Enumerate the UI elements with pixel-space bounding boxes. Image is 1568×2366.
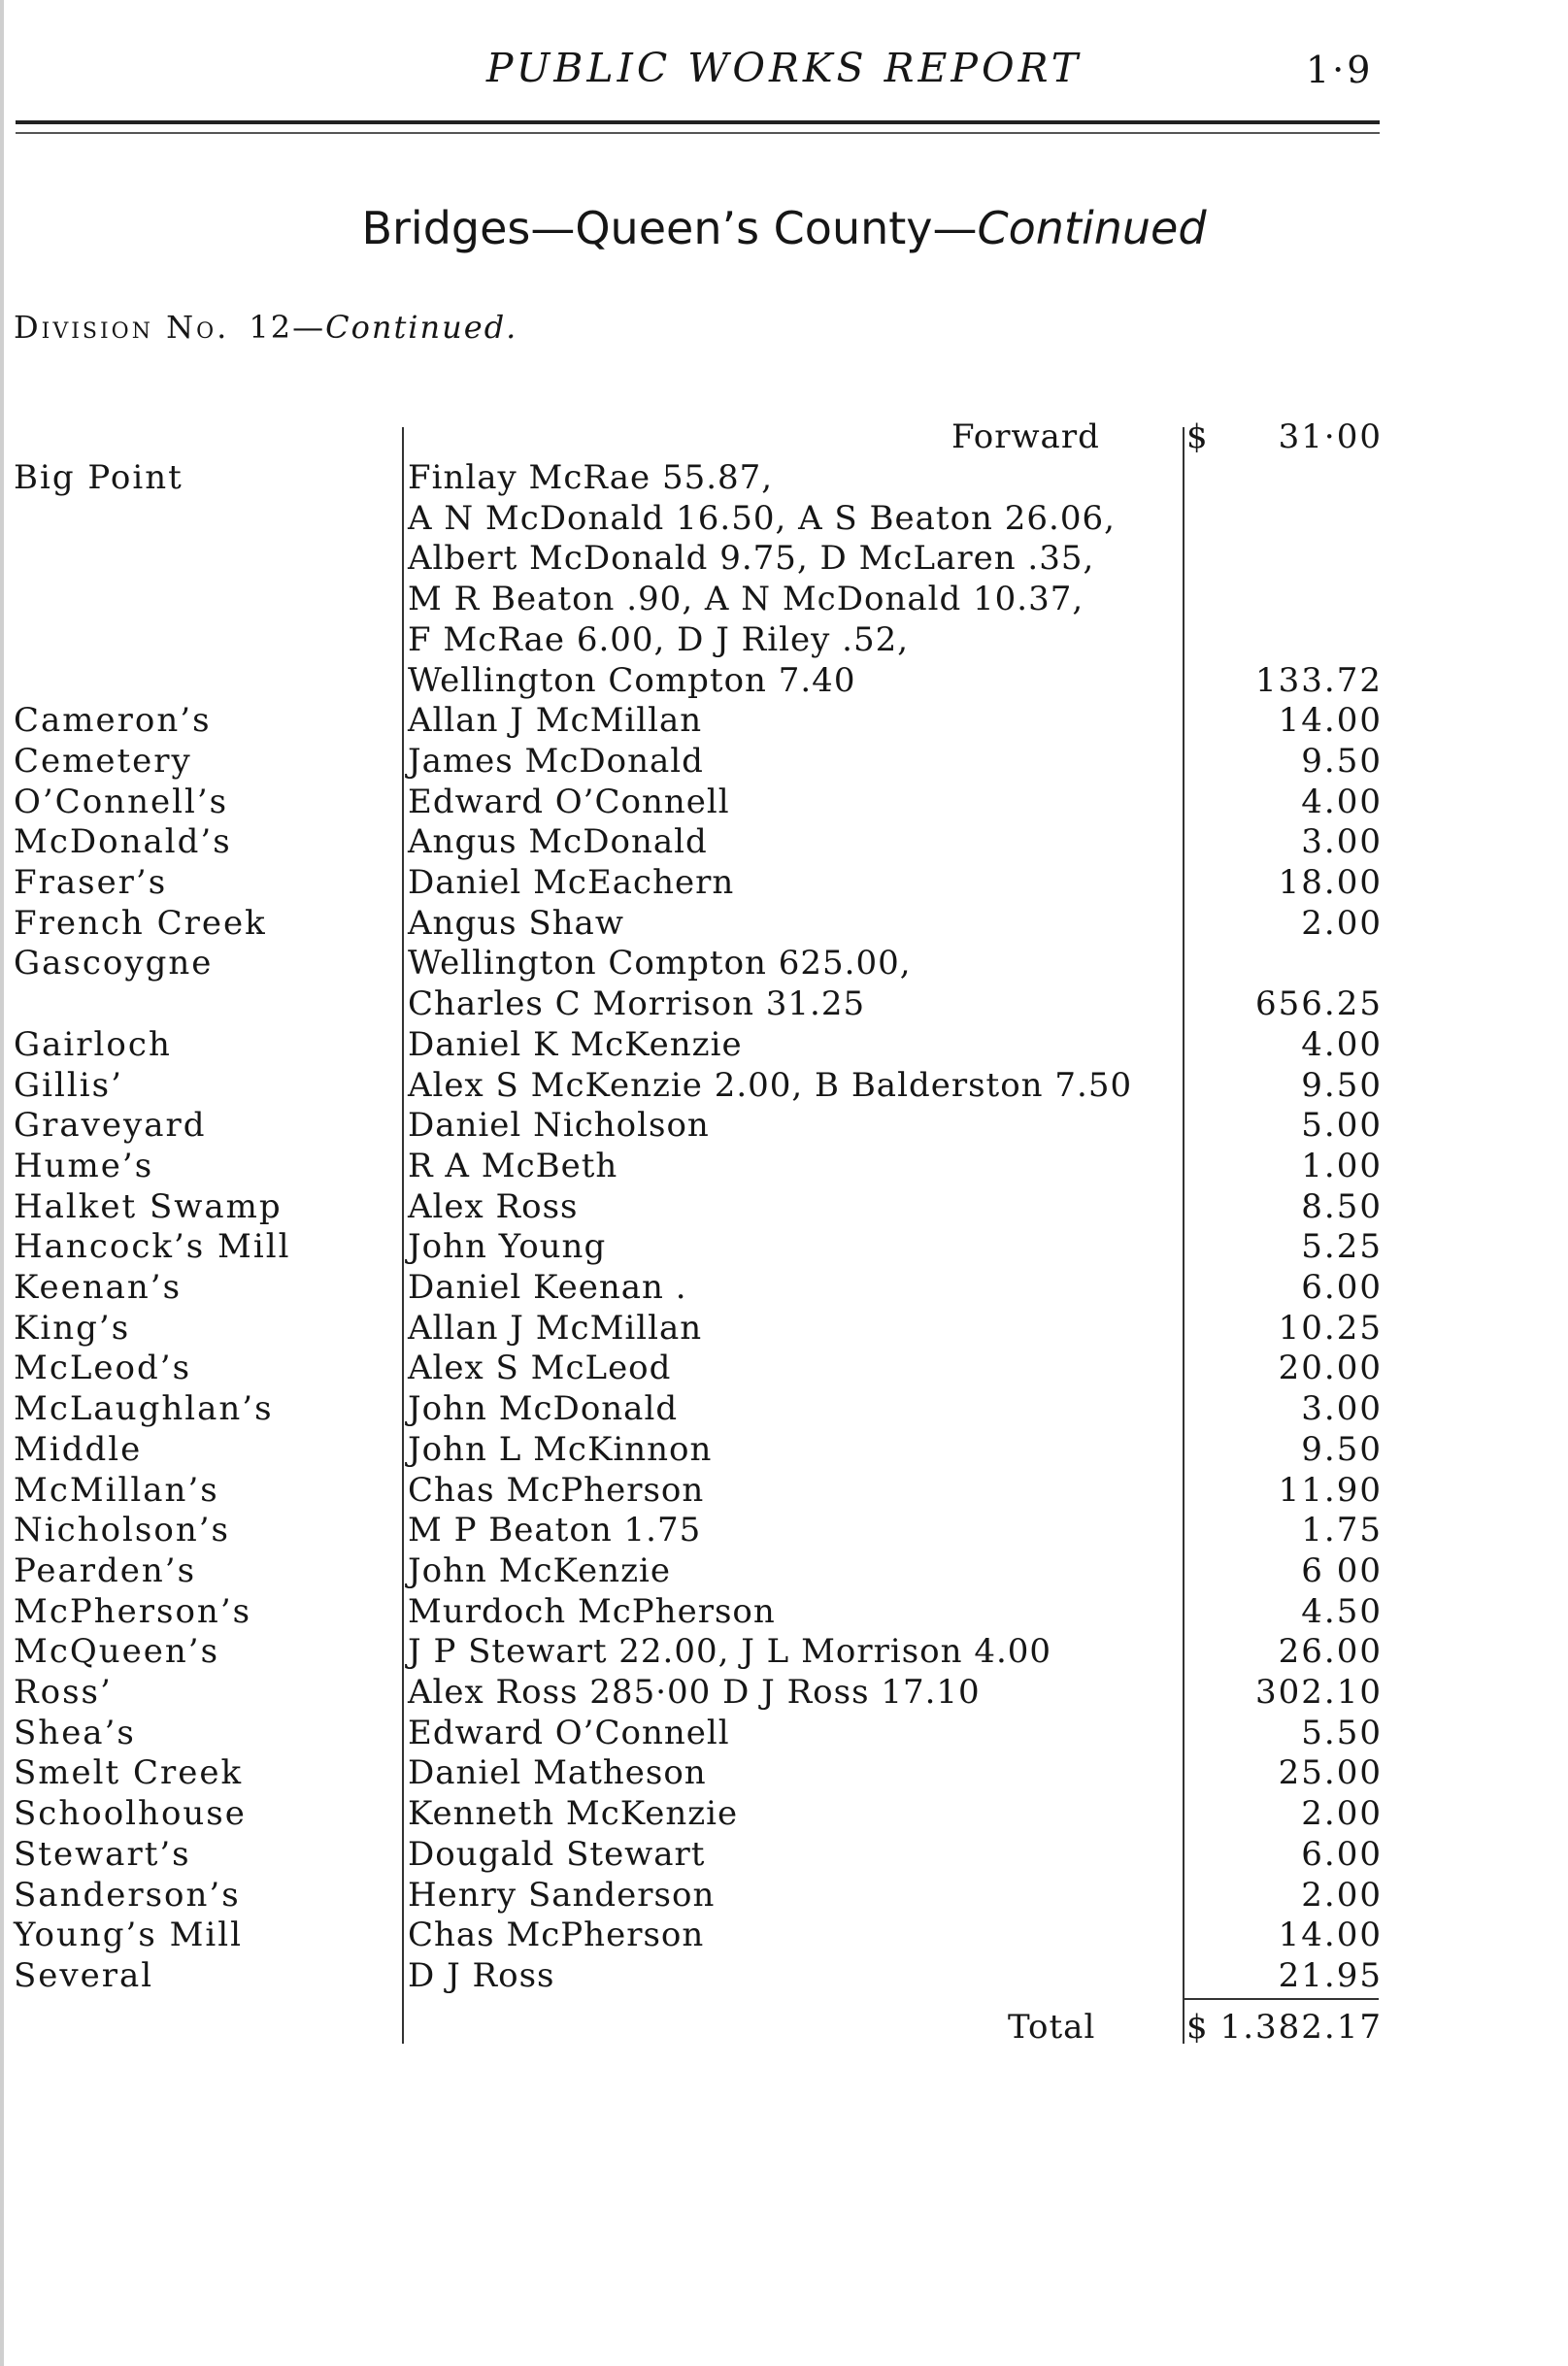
header-rule-thin [16, 132, 1380, 134]
payee-list [408, 1876, 715, 1916]
payee-line: M P Beaton 1.75 [408, 1511, 702, 1550]
amount-cell: 6.00 [1301, 1834, 1383, 1874]
payee-line: Wellington Compton 625.00, [408, 944, 912, 983]
payee-list [408, 1066, 1132, 1107]
payee-list [408, 1349, 671, 1389]
payee-line: John Young [408, 1227, 607, 1267]
amount-cell: 2.00 [1301, 1794, 1383, 1834]
forward-amount: 31·00 [1278, 417, 1383, 456]
payee-list [408, 822, 708, 863]
section-title [0, 202, 1568, 254]
forward-currency: $ [1186, 417, 1208, 456]
amount-cell: 6.00 [1301, 1268, 1383, 1307]
payee-list [408, 1916, 704, 1956]
payee-line: Edward O’Connell [408, 1713, 730, 1752]
total-label: Total [1008, 2008, 1096, 2047]
payee-list [408, 1794, 738, 1835]
payee-line: A N McDonald 16.50, A S Beaton 26.06, [408, 498, 1116, 538]
payee-list [408, 1753, 707, 1794]
division-continued: Continued. [325, 309, 518, 346]
bridge-name: McLaughlan’s [14, 1389, 274, 1429]
bridge-name: Halket Swamp [14, 1186, 283, 1226]
payee-list [408, 1956, 554, 1997]
bridge-name: Hancock’s Mill [14, 1227, 291, 1267]
division-heading [14, 309, 517, 346]
bridge-name: Cemetery [14, 741, 192, 781]
amount-cell: 25.00 [1278, 1753, 1383, 1793]
bridge-name: Stewart’s [14, 1834, 191, 1874]
payee-list [408, 742, 704, 783]
bridge-name: O’Connell’s [14, 782, 229, 821]
payee-list [408, 1389, 678, 1430]
payee-list [408, 1268, 687, 1309]
bridge-name: Fraser’s [14, 863, 168, 902]
payee-list [408, 944, 912, 1024]
bridge-name: Gillis’ [14, 1065, 123, 1105]
amount-cell: 5.00 [1301, 1106, 1383, 1146]
payee-line: Alex S McLeod [408, 1349, 672, 1388]
payee-line: John McDonald [408, 1389, 679, 1429]
amount-cell: 3.00 [1301, 822, 1383, 862]
amount-cell: 8.50 [1301, 1186, 1383, 1226]
payee-line: Angus McDonald [408, 822, 708, 862]
payee-line: Edward O’Connell [408, 782, 730, 821]
bridge-name: Nicholson’s [14, 1511, 230, 1550]
amount-cell: 5.50 [1301, 1713, 1383, 1752]
bridge-name: McDonald’s [14, 822, 232, 862]
amount-cell: 20.00 [1278, 1349, 1383, 1388]
bridge-name: Big Point [14, 458, 183, 497]
payee-line: Wellington Compton 7.40 [408, 660, 856, 700]
payee-list [408, 1632, 1051, 1673]
payee-list [408, 1227, 606, 1268]
amount-cell: 9.50 [1301, 1065, 1383, 1105]
amount-cell: 5.25 [1301, 1227, 1383, 1267]
amount-cell: 18.00 [1278, 863, 1383, 902]
payee-line: James McDonald [408, 741, 704, 781]
payee-line: Alex Ross [408, 1186, 579, 1226]
header-rule-thick [16, 120, 1380, 124]
amount-cell: 26.00 [1278, 1632, 1383, 1672]
payee-list [408, 458, 1116, 701]
amount-cell: 1.00 [1301, 1146, 1383, 1185]
column-rule-amounts [1183, 427, 1184, 2044]
amount-cell: 2.00 [1301, 1875, 1383, 1915]
payee-line: Dougald Stewart [408, 1834, 706, 1874]
amount-cell: 10.25 [1278, 1308, 1383, 1348]
bridge-name: Ross’ [14, 1673, 113, 1712]
payee-list [408, 701, 702, 742]
payee-line: Daniel K McKenzie [408, 1024, 743, 1064]
bridge-name: Schoolhouse [14, 1794, 247, 1834]
bridge-name: Smelt Creek [14, 1753, 244, 1793]
amount-cell: 3.00 [1301, 1389, 1383, 1429]
amount-cell: 9.50 [1301, 1429, 1383, 1469]
payee-line: Allan J McMillan [408, 701, 703, 741]
payee-line: Alex Ross 285·00 D J Ross 17.10 [408, 1673, 981, 1712]
bridge-name: Gairloch [14, 1024, 172, 1064]
amount-cell: 11.90 [1278, 1470, 1383, 1510]
payee-line: Angus Shaw [408, 903, 624, 943]
bridge-name: Graveyard [14, 1106, 207, 1146]
payee-line: F McRae 6.00, D J Riley .52, [408, 619, 910, 659]
payee-list [408, 783, 730, 823]
amount-cell: 4.00 [1301, 1024, 1383, 1064]
payee-line: Kenneth McKenzie [408, 1794, 739, 1834]
bridge-name: McLeod’s [14, 1349, 192, 1388]
bridge-name: Pearden’s [14, 1550, 197, 1590]
payee-list [408, 1187, 579, 1228]
total-currency: $ [1186, 2008, 1208, 2047]
amount-cell: 302.10 [1255, 1673, 1383, 1712]
payee-line: M R Beaton .90, A N McDonald 10.37, [408, 580, 1084, 619]
bridge-name: King’s [14, 1308, 131, 1348]
amount-cell: 133.72 [1255, 660, 1383, 700]
amount-cell: 14.00 [1278, 1916, 1383, 1955]
payee-list [408, 1673, 981, 1714]
payee-list [408, 904, 624, 945]
amount-cell: 14.00 [1278, 701, 1383, 741]
page-edge-shadow [0, 0, 4, 2366]
division-number: 12— [249, 309, 326, 346]
amount-cell: 9.50 [1301, 741, 1383, 781]
bridge-name: Cameron’s [14, 701, 212, 741]
payee-list [408, 1430, 712, 1471]
payee-list [408, 1835, 705, 1876]
amount-cell: 656.25 [1255, 984, 1383, 1024]
payee-line: Chas McPherson [408, 1470, 705, 1510]
payee-list [408, 863, 734, 904]
payee-line: Allan J McMillan [408, 1308, 703, 1348]
payee-list [408, 1592, 776, 1633]
amount-cell: 2.00 [1301, 903, 1383, 943]
payee-list [408, 1511, 701, 1551]
payee-line: John L McKinnon [408, 1429, 713, 1469]
division-label: Division No. [14, 309, 230, 346]
payee-line: Albert McDonald 9.75, D McLaren .35, [408, 539, 1095, 579]
bridge-name: Sanderson’s [14, 1875, 241, 1915]
bridge-name: Young’s Mill [14, 1916, 244, 1955]
amount-cell: 1.75 [1301, 1511, 1383, 1550]
payee-line: Daniel Keenan . [408, 1268, 687, 1307]
bridge-name: McPherson’s [14, 1591, 252, 1631]
total-amount: 1.382.17 [1219, 2008, 1383, 2047]
bridge-name: Middle [14, 1429, 143, 1469]
payee-line: Daniel Matheson [408, 1753, 707, 1793]
bridge-name: Keenan’s [14, 1268, 183, 1307]
amount-cell: 4.00 [1301, 782, 1383, 821]
payee-list [408, 1147, 617, 1187]
bridge-name: McMillan’s [14, 1470, 219, 1510]
payee-list [408, 1714, 730, 1754]
payee-line: R A McBeth [408, 1146, 618, 1185]
bridge-name: French Creek [14, 903, 267, 943]
bridge-name: McQueen’s [14, 1632, 220, 1672]
payee-line: J P Stewart 22.00, J L Morrison 4.00 [408, 1632, 1052, 1672]
payee-line: Daniel McEachern [408, 863, 735, 902]
amount-cell: 4.50 [1301, 1591, 1383, 1631]
bridge-name: Gascoygne [14, 944, 214, 983]
payee-line: Murdoch McPherson [408, 1591, 776, 1631]
payee-line: D J Ross [408, 1955, 555, 1995]
amount-cell: 6 00 [1301, 1550, 1383, 1590]
payee-line: Finlay McRae 55.87, [408, 458, 774, 497]
page-number: 1·9 [1306, 49, 1374, 91]
payee-line: Henry Sanderson [408, 1875, 716, 1915]
amount-cell: 21.95 [1278, 1955, 1383, 1995]
section-title-continued: Continued [977, 202, 1207, 254]
payee-line: Charles C Morrison 31.25 [408, 984, 866, 1024]
total-rule [1183, 1998, 1379, 2000]
payee-list [408, 1309, 702, 1350]
forward-label: Forward [951, 417, 1100, 456]
payee-line: Daniel Nicholson [408, 1106, 710, 1146]
bridge-name: Several [14, 1955, 154, 1995]
payee-list [408, 1551, 671, 1592]
payee-line: Chas McPherson [408, 1916, 705, 1955]
bridge-name: Hume’s [14, 1146, 154, 1185]
payee-list [408, 1471, 704, 1512]
payee-line: Alex S McKenzie 2.00, B Balderston 7.50 [408, 1065, 1133, 1105]
payee-line: John McKenzie [408, 1550, 671, 1590]
running-title: PUBLIC WORKS REPORT [485, 45, 1083, 91]
bridge-name: Shea’s [14, 1713, 136, 1752]
payee-list [408, 1025, 743, 1066]
payee-list [408, 1106, 710, 1147]
section-title-main: Bridges—Queen’s County— [361, 202, 978, 254]
column-rule-payees [402, 427, 404, 2044]
